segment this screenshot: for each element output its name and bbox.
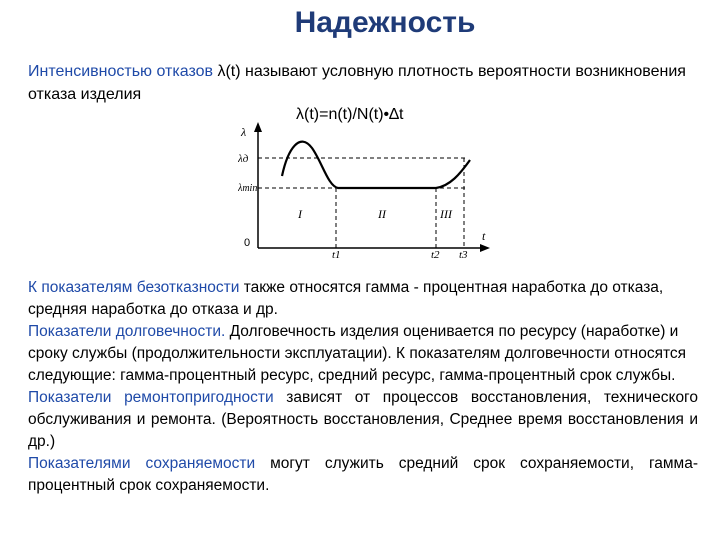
intro-rest: называют условную плотность вероятности возникновения отказа изделия: [28, 63, 686, 103]
lambda-min-label: λmin: [238, 183, 258, 194]
text-storability: могут служить средний срок сохраняемости, гамма-процентный срок сохраняемости.: [28, 455, 698, 494]
x-tick-t2: t2: [431, 249, 440, 258]
paragraph-maintainability: [28, 387, 698, 453]
term-durability: Показатели долговечности.: [28, 323, 226, 340]
x-axis-label: t: [482, 229, 486, 243]
x-tick-t1: t1: [332, 249, 341, 258]
intro-paragraph: [28, 60, 708, 106]
region-3-label: III: [440, 207, 452, 221]
body-text: [28, 277, 698, 497]
paragraph-reliability: [28, 277, 698, 321]
page-title: Надежность: [294, 6, 476, 39]
paragraph-storability: [28, 453, 698, 497]
formula: λ(t)=n(t)/N(t)•∆t: [296, 106, 404, 123]
term-maintainability: Показатели ремонтопригодности: [28, 389, 274, 406]
intro-symbol: λ(t): [217, 63, 241, 80]
y-axis-arrow: [254, 122, 262, 132]
failure-rate-graph: [238, 118, 498, 258]
term-reliability: К показателям безотказности: [28, 279, 240, 296]
term-storability: Показателями сохраняемости: [28, 455, 256, 472]
y-zero-label: 0: [244, 237, 251, 249]
region-2-label: II: [378, 207, 386, 221]
text-reliability: также относятся гамма - процентная наработка до отказа, средняя наработка до отказа и др.: [28, 279, 664, 318]
region-1-label: I: [298, 207, 302, 221]
y-axis-label: λ: [241, 125, 247, 139]
failure-rate-curve: [282, 142, 470, 188]
lambda-d-label: λд: [238, 153, 249, 165]
text-durability: Долговечность изделия оценивается по ресурсу (наработке) и сроку службы (продолжительности эксплуатации). К показателям долговечности относятся следующие: гамма-процентный ресурс, средний ресурс, гамма-процентный срок службы.: [28, 323, 687, 384]
x-axis-arrow: [480, 244, 490, 252]
x-tick-t3: t3: [459, 249, 468, 258]
paragraph-durability: [28, 321, 698, 387]
text-maintainability: зависят от процессов восстановления, технического обслуживания и ремонта. (Вероятность восстановления, Среднее время восстановления и др.): [28, 389, 698, 450]
intro-term: Интенсивностью отказов: [28, 63, 213, 80]
